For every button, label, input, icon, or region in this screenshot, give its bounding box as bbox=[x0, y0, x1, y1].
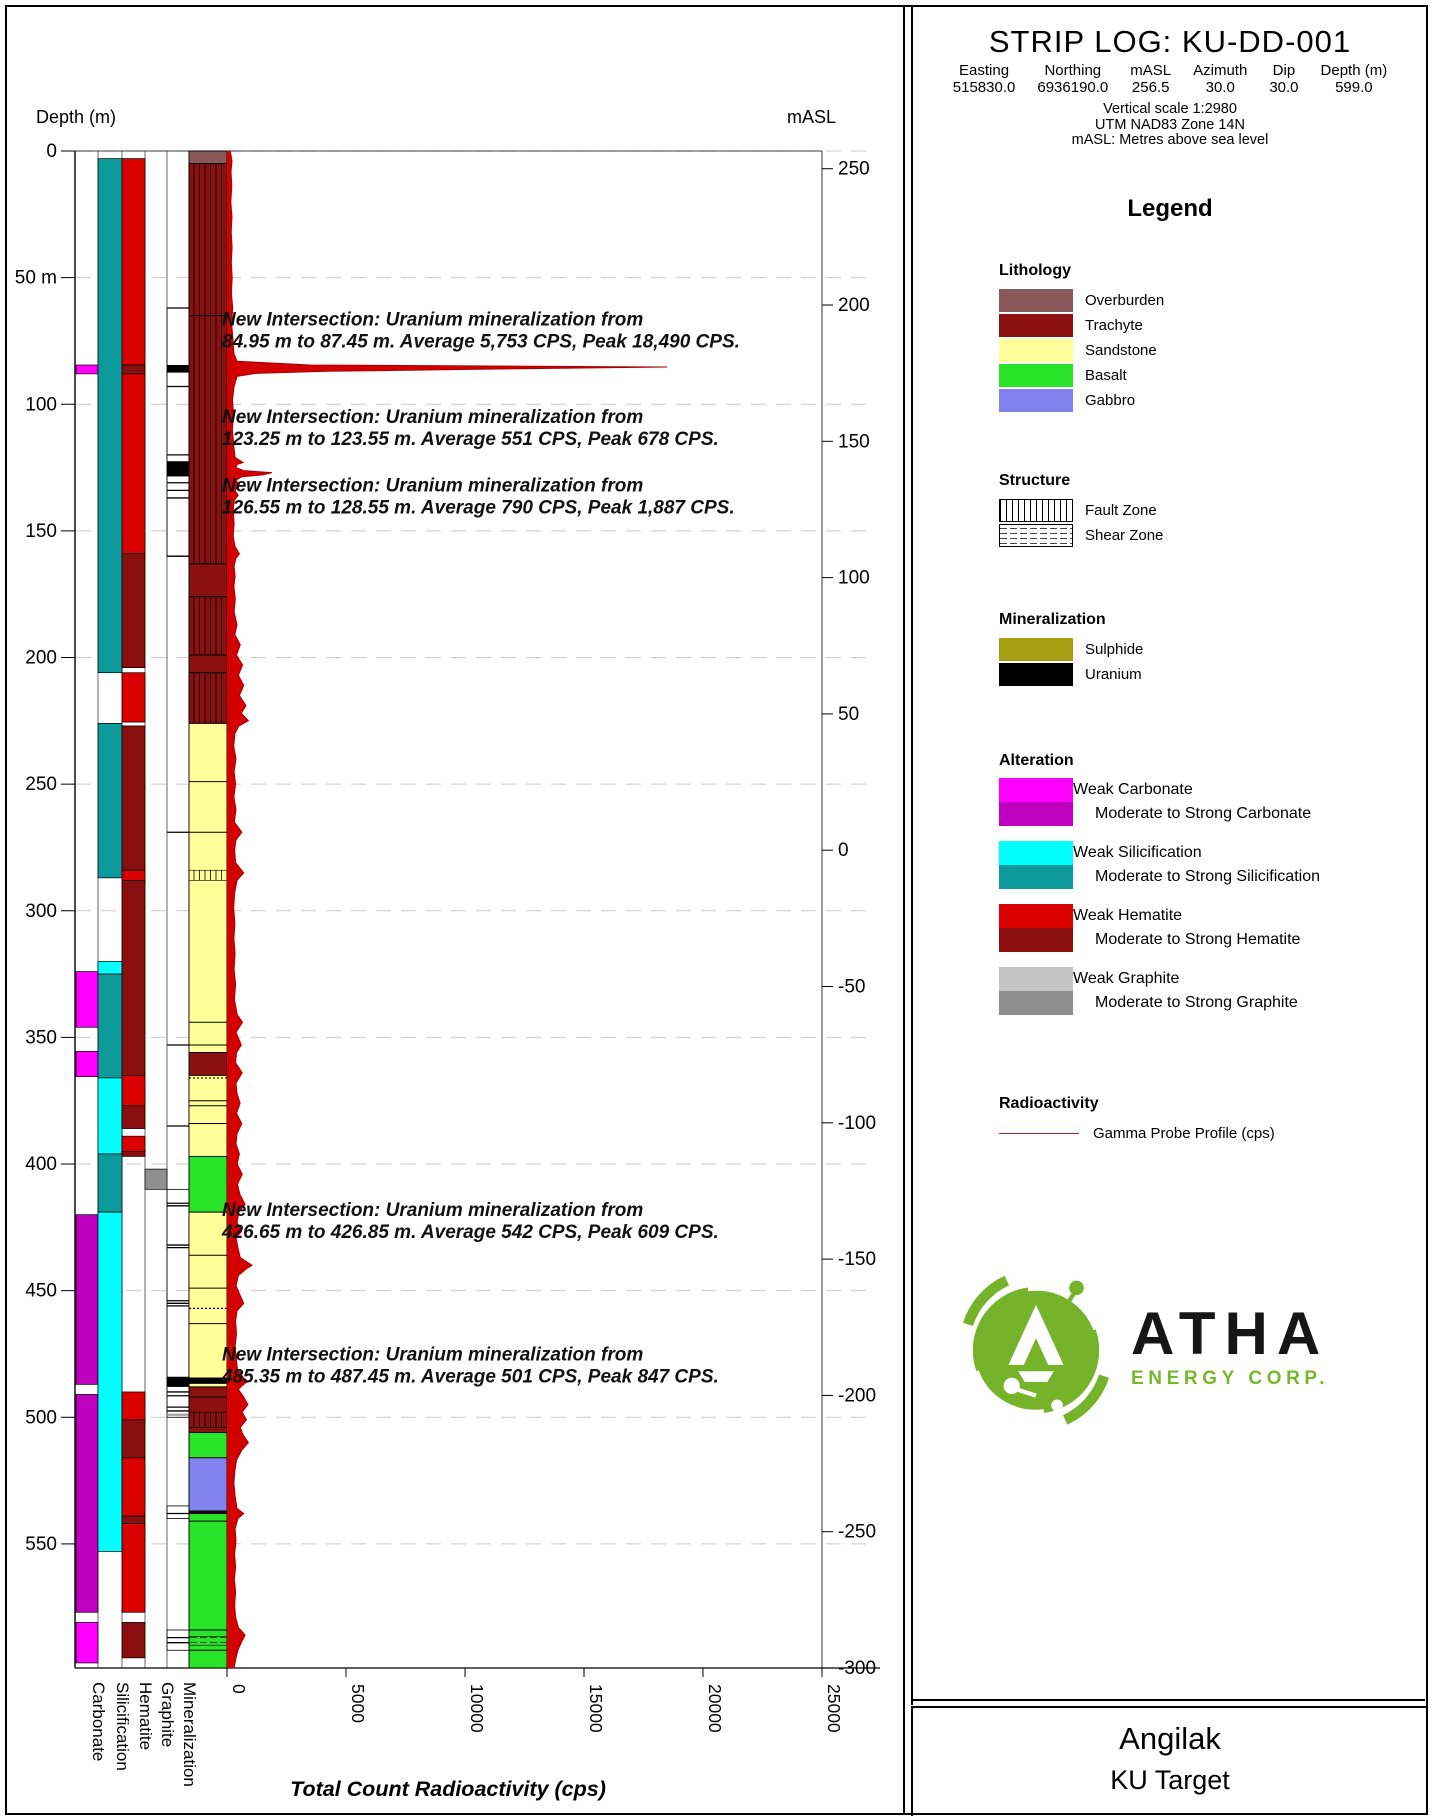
note-line: mASL: Metres above sea level bbox=[1071, 132, 1269, 148]
page-title: STRIP LOG: KU-DD-001 bbox=[988, 24, 1352, 59]
legend-section-title: Structure bbox=[999, 472, 1071, 489]
masl-tick-label: 100 bbox=[838, 567, 870, 589]
legend-item bbox=[999, 865, 1417, 889]
hematite-interval bbox=[122, 374, 145, 554]
intersection-annotation: 123.25 m to 123.55 m. Average 551 CPS, Peak 678 CPS. bbox=[222, 429, 719, 451]
graphite-interval bbox=[145, 1169, 167, 1189]
depth-tick-label: 200 bbox=[25, 647, 57, 669]
hematite-interval bbox=[122, 1420, 145, 1458]
depth-tick-label: 50 m bbox=[14, 267, 57, 289]
legend-section-title: Lithology bbox=[999, 262, 1071, 279]
legend-item-label: Moderate to Strong Silicification bbox=[1095, 868, 1320, 885]
collar-field bbox=[1321, 62, 1388, 96]
legend-title: Legend bbox=[1127, 195, 1213, 222]
legend-alteration-pair bbox=[999, 778, 1417, 826]
legend-item bbox=[999, 928, 1417, 952]
legend-item bbox=[999, 388, 1417, 413]
legend-alteration-pair bbox=[999, 841, 1417, 889]
fault-swatch-icon bbox=[999, 499, 1073, 522]
gamma-profile-line bbox=[230, 151, 667, 1668]
hematite-interval bbox=[122, 1622, 145, 1657]
hematite-interval bbox=[122, 1075, 145, 1105]
silicification-interval bbox=[98, 1154, 122, 1212]
map-notes bbox=[913, 102, 1427, 149]
legend-item-label: Shear Zone bbox=[1085, 527, 1164, 544]
depth-tick-label: 550 bbox=[25, 1533, 57, 1555]
footer-divider bbox=[911, 1699, 1425, 1701]
hematite-interval bbox=[122, 365, 145, 374]
column-label: Mineralization bbox=[180, 1682, 199, 1787]
uranium-bar bbox=[167, 365, 189, 373]
collar-value: 30.0 bbox=[1205, 79, 1235, 96]
legend-item bbox=[999, 523, 1417, 548]
gamma-line-swatch-icon bbox=[999, 1133, 1079, 1134]
legend-item-label: Sulphide bbox=[1085, 641, 1144, 658]
hematite-interval bbox=[122, 1524, 145, 1613]
cps-axis-title: Total Count Radioactivity (cps) bbox=[290, 1777, 606, 1801]
legend-item bbox=[999, 802, 1417, 826]
masl-tick-label: -50 bbox=[838, 976, 866, 998]
legend-item bbox=[999, 1121, 1417, 1145]
legend-section-lithology bbox=[999, 262, 1417, 413]
intersection-annotation: 426.65 m to 426.85 m. Average 542 CPS, Peak 609 CPS. bbox=[222, 1221, 719, 1243]
color-swatch-icon bbox=[999, 865, 1073, 889]
legend-item bbox=[999, 967, 1417, 991]
legend-item-label: Trachyte bbox=[1085, 317, 1143, 334]
gamma-profile-fill bbox=[227, 151, 667, 1668]
collar-label: Easting bbox=[959, 62, 1010, 79]
legend-alteration-pair bbox=[999, 904, 1417, 952]
legend-item bbox=[999, 778, 1417, 802]
collar-label: Dip bbox=[1272, 62, 1296, 79]
target-name: KU Target bbox=[1110, 1765, 1230, 1795]
legend-item-label: Overburden bbox=[1085, 292, 1165, 309]
collar-field bbox=[1130, 62, 1171, 96]
collar-field bbox=[1037, 62, 1108, 96]
cps-tick-label: 5000 bbox=[348, 1684, 368, 1723]
hematite-interval bbox=[122, 870, 145, 880]
collar-info bbox=[913, 62, 1427, 96]
silicification-interval bbox=[98, 723, 122, 877]
legend-item-label: Moderate to Strong Carbonate bbox=[1095, 805, 1312, 822]
hematite-interval bbox=[122, 1151, 145, 1156]
cps-tick-label: 10000 bbox=[467, 1684, 487, 1733]
intersection-annotation: 84.95 m to 87.45 m. Average 5,753 CPS, Peak 18,490 CPS. bbox=[222, 331, 740, 353]
color-swatch-icon bbox=[999, 389, 1073, 412]
hematite-interval bbox=[122, 726, 145, 870]
cps-tick-label: 0 bbox=[229, 1684, 249, 1694]
column-label: Silicification bbox=[113, 1682, 132, 1771]
color-swatch-icon bbox=[999, 967, 1073, 991]
depth-tick-label: 400 bbox=[25, 1154, 57, 1176]
hematite-interval bbox=[122, 880, 145, 1075]
color-swatch-icon bbox=[999, 663, 1073, 686]
uranium-bar bbox=[167, 1377, 189, 1387]
legend-item bbox=[999, 498, 1417, 523]
silicification-interval bbox=[98, 961, 122, 974]
intersection-annotation: New Intersection: Uranium mineralization from bbox=[222, 475, 644, 497]
collar-field bbox=[1269, 62, 1298, 96]
intersection-annotation: 126.55 m to 128.55 m. Average 790 CPS, Peak 1,887 CPS. bbox=[222, 497, 735, 519]
mineralization-box bbox=[167, 1506, 189, 1519]
collar-value: 599.0 bbox=[1335, 79, 1373, 96]
color-swatch-icon bbox=[999, 289, 1073, 312]
legend-item bbox=[999, 991, 1417, 1015]
uranium-bar bbox=[167, 461, 189, 476]
masl-axis-title: mASL bbox=[787, 107, 837, 127]
legend-item-label: Uranium bbox=[1085, 666, 1142, 683]
legend-section-title: Mineralization bbox=[999, 611, 1106, 628]
intersection-annotation: 485.35 m to 487.45 m. Average 501 CPS, Peak 847 CPS. bbox=[222, 1366, 719, 1388]
note-line: UTM NAD83 Zone 14N bbox=[1095, 116, 1245, 133]
fault-zone bbox=[189, 1412, 227, 1427]
legend-item-label: Weak Carbonate bbox=[1073, 781, 1193, 798]
masl-tick-label: 0 bbox=[838, 840, 849, 862]
legend-item-label: Basalt bbox=[1085, 367, 1127, 384]
legend-item-label: Weak Silicification bbox=[1073, 844, 1202, 861]
cps-tick-label: 25000 bbox=[824, 1684, 844, 1733]
collar-field bbox=[1193, 62, 1247, 96]
hematite-interval bbox=[122, 1458, 145, 1516]
legend-item bbox=[999, 288, 1417, 313]
legend-section-title: Radioactivity bbox=[999, 1095, 1099, 1112]
info-panel bbox=[911, 5, 1427, 1705]
lithology-sandstone bbox=[189, 723, 227, 1052]
carbonate-interval bbox=[76, 1394, 98, 1612]
carbonate-interval bbox=[76, 1051, 98, 1076]
lithology-trachyte bbox=[189, 1053, 227, 1076]
lithology-uranium-band bbox=[189, 1511, 227, 1514]
hematite-interval bbox=[122, 673, 145, 722]
mineralization-box bbox=[167, 1630, 189, 1650]
hematite-interval bbox=[122, 159, 145, 365]
color-swatch-icon bbox=[999, 339, 1073, 362]
carbonate-interval bbox=[76, 972, 98, 1028]
legend-item-label: Moderate to Strong Graphite bbox=[1095, 994, 1298, 1011]
atha-logo-emblem-icon bbox=[955, 1263, 1117, 1431]
hematite-interval bbox=[122, 1136, 145, 1151]
legend-item-label: Fault Zone bbox=[1085, 502, 1157, 519]
carbonate-interval bbox=[76, 1622, 98, 1663]
color-swatch-icon bbox=[999, 841, 1073, 865]
cps-tick-label: 20000 bbox=[705, 1684, 725, 1733]
legend-item bbox=[999, 662, 1417, 687]
column-label: Hematite bbox=[136, 1682, 155, 1751]
legend-item bbox=[999, 363, 1417, 388]
depth-axis-title: Depth (m) bbox=[36, 107, 117, 127]
legend-section-mineralization bbox=[999, 611, 1417, 687]
depth-tick-label: 450 bbox=[25, 1280, 57, 1302]
lithology-overburden bbox=[189, 151, 227, 164]
legend-item-label: Weak Graphite bbox=[1073, 970, 1180, 987]
legend-item-label: Sandstone bbox=[1085, 342, 1157, 359]
carbonate-interval bbox=[76, 1215, 98, 1385]
legend-item-label: Gamma Probe Profile (cps) bbox=[1093, 1124, 1275, 1142]
atha-logo-wordmark: ATHA bbox=[1131, 1300, 1330, 1367]
fault-zone bbox=[189, 597, 227, 655]
column-label: Carbonate bbox=[89, 1682, 108, 1762]
color-swatch-icon bbox=[999, 638, 1073, 661]
cps-tick-label: 15000 bbox=[586, 1684, 606, 1733]
color-swatch-icon bbox=[999, 904, 1073, 928]
lithology-gabbro bbox=[189, 1458, 227, 1511]
footer-box bbox=[911, 1706, 1427, 1816]
collar-value: 256.5 bbox=[1131, 79, 1170, 96]
depth-tick-label: 350 bbox=[25, 1027, 57, 1049]
masl-tick-label: 50 bbox=[838, 703, 860, 725]
legend-item-label: Weak Hematite bbox=[1073, 907, 1183, 924]
masl-tick-label: -300 bbox=[838, 1657, 877, 1679]
silicification-interval bbox=[98, 1212, 122, 1551]
depth-tick-label: 150 bbox=[25, 520, 57, 542]
color-swatch-icon bbox=[999, 364, 1073, 387]
legend-item-label: Moderate to Strong Hematite bbox=[1095, 931, 1301, 948]
lithology-basalt bbox=[189, 1432, 227, 1457]
legend-section-structure bbox=[999, 472, 1417, 548]
hematite-interval bbox=[122, 554, 145, 668]
fault-zone bbox=[189, 673, 227, 724]
legend-item bbox=[999, 904, 1417, 928]
masl-tick-label: 150 bbox=[838, 431, 870, 453]
masl-tick-label: -100 bbox=[838, 1112, 877, 1134]
panel-divider bbox=[903, 5, 905, 1815]
legend-alteration-pair bbox=[999, 967, 1417, 1015]
carbonate-interval bbox=[76, 365, 98, 374]
silicification-interval bbox=[98, 974, 122, 1078]
color-swatch-icon bbox=[999, 802, 1073, 826]
legend-section-title: Alteration bbox=[999, 752, 1074, 769]
silicification-interval bbox=[98, 1078, 122, 1154]
strip-log-content bbox=[15, 141, 880, 1787]
hematite-interval bbox=[122, 1516, 145, 1524]
legend-section-radioactivity bbox=[999, 1095, 1417, 1145]
depth-tick-label: 100 bbox=[25, 394, 57, 416]
depth-tick-label: 0 bbox=[46, 141, 57, 162]
masl-tick-label: 250 bbox=[838, 158, 870, 180]
collar-field bbox=[953, 62, 1016, 96]
mineralization-box bbox=[167, 308, 189, 556]
masl-tick-label: -200 bbox=[838, 1385, 877, 1407]
legend-item bbox=[999, 338, 1417, 363]
silicification-interval bbox=[98, 159, 122, 673]
legend-item bbox=[999, 313, 1417, 338]
color-swatch-icon bbox=[999, 314, 1073, 337]
collar-label: Northing bbox=[1044, 62, 1102, 79]
intersection-annotation: New Intersection: Uranium mineralization from bbox=[222, 1344, 644, 1366]
hematite-interval bbox=[122, 1392, 145, 1420]
collar-value: 30.0 bbox=[1269, 79, 1299, 96]
intersection-annotation: New Intersection: Uranium mineralization from bbox=[222, 407, 644, 429]
legend-item bbox=[999, 841, 1417, 865]
depth-tick-label: 500 bbox=[25, 1407, 57, 1429]
legend-item-label: Gabbro bbox=[1085, 392, 1136, 409]
masl-tick-label: -150 bbox=[838, 1249, 877, 1271]
atha-logo-subtitle: ENERGY CORP. bbox=[1131, 1368, 1330, 1389]
legend-item bbox=[999, 637, 1417, 662]
column-label: Graphite bbox=[158, 1682, 177, 1748]
legend-section-alteration bbox=[999, 752, 1417, 1030]
intersection-annotation: New Intersection: Uranium mineralization from bbox=[222, 1199, 644, 1221]
collar-value: 515830.0 bbox=[952, 79, 1016, 96]
project-name: Angilak bbox=[1119, 1721, 1221, 1756]
shear-swatch-icon bbox=[999, 524, 1073, 547]
lithology-sandstone bbox=[189, 1075, 227, 1156]
fault-zone bbox=[189, 870, 227, 880]
collar-label: Azimuth bbox=[1193, 62, 1248, 79]
depth-tick-label: 250 bbox=[25, 774, 57, 796]
masl-tick-label: -250 bbox=[838, 1521, 877, 1543]
color-swatch-icon bbox=[999, 991, 1073, 1015]
atha-logo bbox=[955, 1263, 1329, 1431]
note-line: Vertical scale 1:2980 bbox=[1103, 101, 1237, 117]
hematite-interval bbox=[122, 1106, 145, 1129]
color-swatch-icon bbox=[999, 778, 1073, 802]
shear-zone bbox=[189, 1636, 227, 1645]
color-swatch-icon bbox=[999, 928, 1073, 952]
masl-tick-label: 200 bbox=[838, 295, 870, 317]
collar-label: mASL bbox=[1130, 62, 1172, 79]
collar-value: 6936190.0 bbox=[1037, 79, 1109, 96]
intersection-annotation: New Intersection: Uranium mineralization from bbox=[222, 309, 644, 331]
depth-tick-label: 300 bbox=[25, 900, 57, 922]
collar-label: Depth (m) bbox=[1320, 62, 1388, 79]
